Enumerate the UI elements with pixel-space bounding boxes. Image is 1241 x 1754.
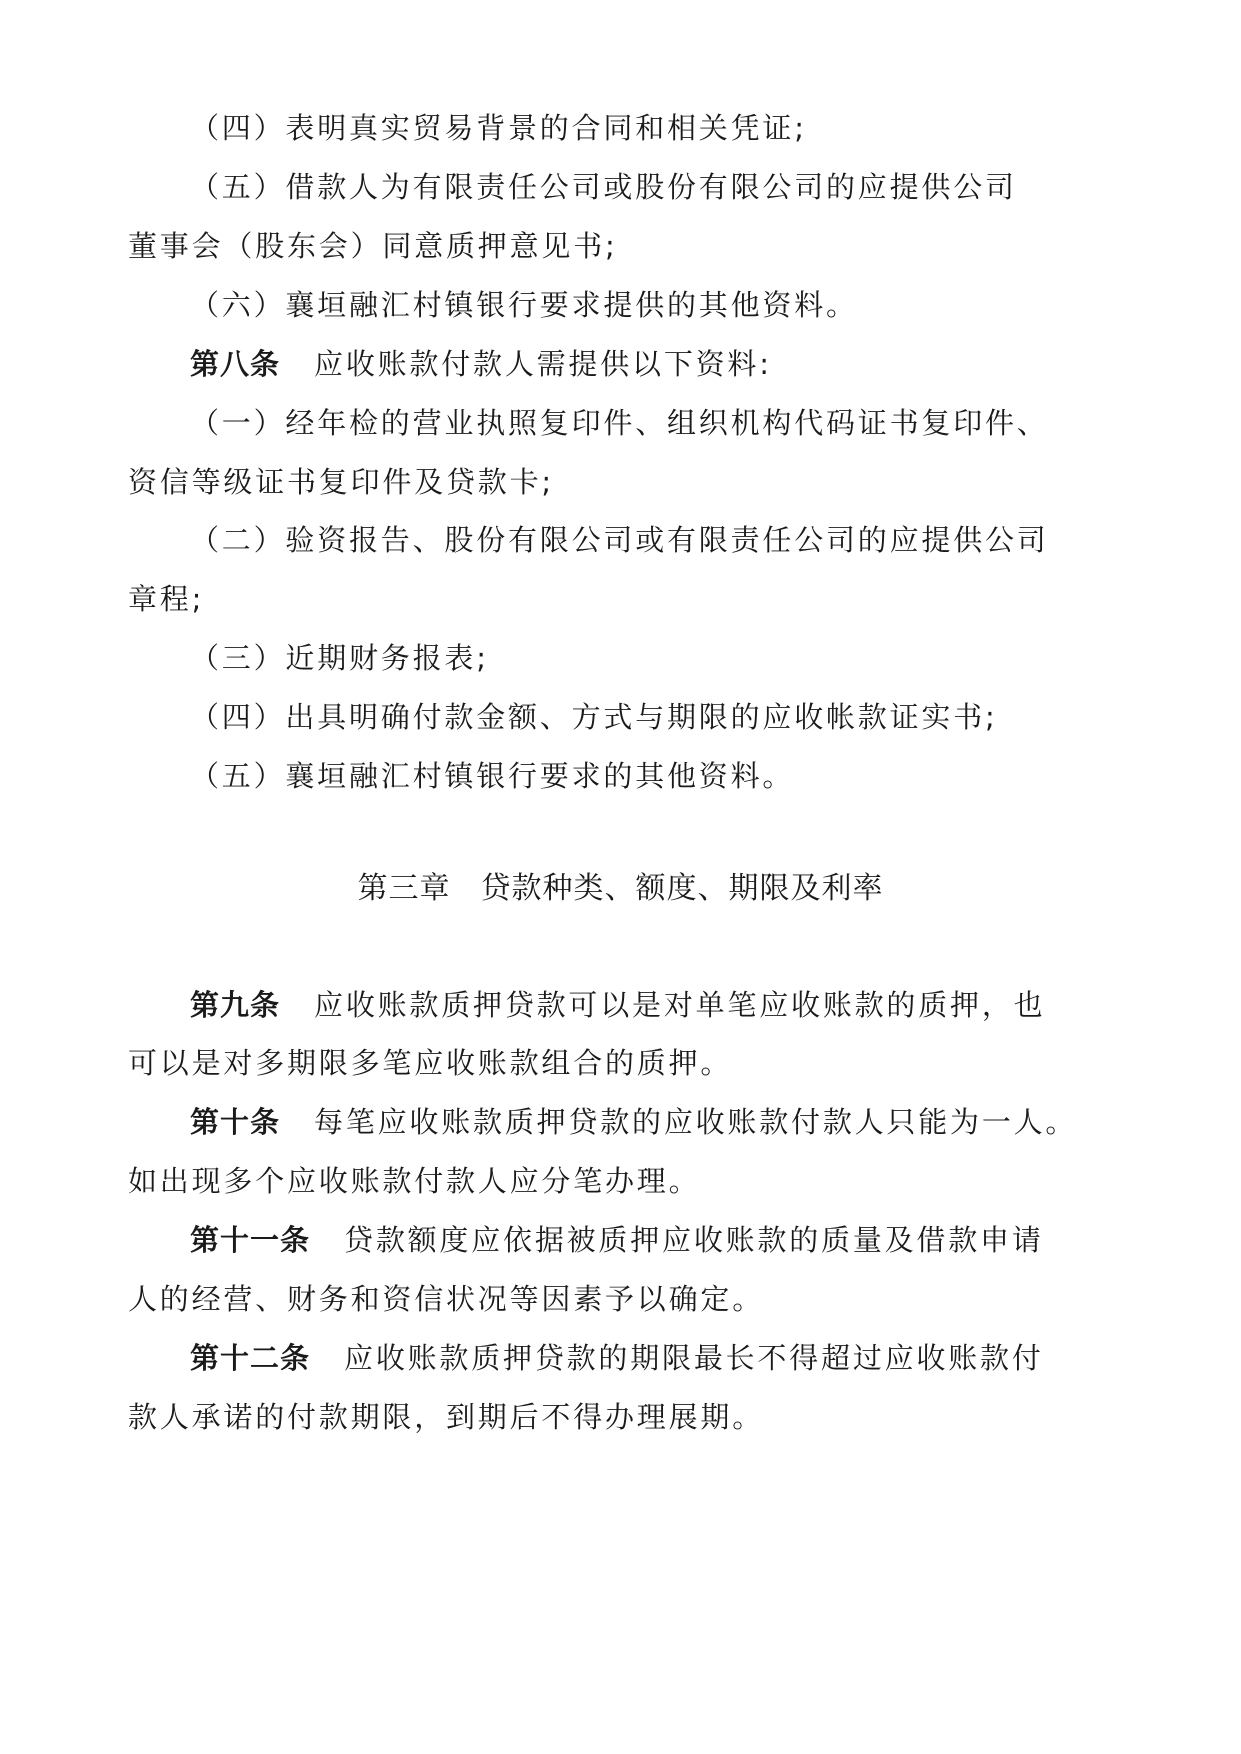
article-11-continued: 人的经营、财务和资信状况等因素予以确定。 — [128, 1282, 765, 1316]
article-11 — [190, 1220, 1044, 1260]
chapter-title: 贷款种类、额度、期限及利率 — [480, 871, 884, 906]
list-item-4: （四）表明真实贸易背景的合同和相关凭证; — [190, 111, 807, 145]
list-item-2: （二）验资报告、股份有限公司或有限责任公司的应提供公司 — [190, 523, 1049, 557]
article-11-heading: 第十一条 — [190, 1223, 311, 1257]
article-10-heading: 第十条 — [190, 1105, 281, 1139]
chapter-heading — [0, 869, 1241, 909]
article-9-text: 应收账款质押贷款可以是对单笔应收账款的质押，也 — [314, 988, 1046, 1022]
list-item-5: （五）借款人为有限责任公司或股份有限公司的应提供公司 — [190, 170, 1017, 204]
list-item-5b: （五）襄垣融汇村镇银行要求的其他资料。 — [190, 759, 795, 793]
list-item-1-continued: 资信等级证书复印件及贷款卡; — [128, 465, 554, 499]
list-item-2-continued: 章程; — [128, 582, 205, 616]
article-9 — [190, 985, 1045, 1025]
list-item-6: （六）襄垣融汇村镇银行要求提供的其他资料。 — [190, 288, 858, 322]
article-10-text: 每笔应收账款质押贷款的应收账款付款人只能为一人。 — [314, 1105, 1078, 1139]
article-10-continued: 如出现多个应收账款付款人应分笔办理。 — [128, 1164, 701, 1198]
list-item-3: （三）近期财务报表; — [190, 641, 489, 675]
article-12-text: 应收账款质押贷款的期限最长不得超过应收账款付 — [344, 1341, 1044, 1375]
list-item-4b: （四）出具明确付款金额、方式与期限的应收帐款证实书; — [190, 700, 998, 734]
article-9-heading: 第九条 — [190, 988, 281, 1022]
article-8-text: 应收账款付款人需提供以下资料: — [314, 347, 772, 381]
article-10 — [190, 1102, 1077, 1142]
article-12-heading: 第十二条 — [190, 1341, 311, 1375]
article-8 — [190, 344, 772, 384]
list-item-1: （一）经年检的营业执照复印件、组织机构代码证书复印件、 — [190, 406, 1049, 440]
article-12 — [190, 1338, 1044, 1378]
article-9-continued: 可以是对多期限多笔应收账款组合的质押。 — [128, 1046, 733, 1080]
list-item-5-continued: 董事会（股东会）同意质押意见书; — [128, 229, 618, 263]
article-12-continued: 款人承诺的付款期限，到期后不得办理展期。 — [128, 1400, 765, 1434]
article-8-heading: 第八条 — [190, 347, 281, 381]
article-11-text: 贷款额度应依据被质押应收账款的质量及借款申请 — [344, 1223, 1044, 1257]
chapter-number: 第三章 — [357, 871, 451, 906]
